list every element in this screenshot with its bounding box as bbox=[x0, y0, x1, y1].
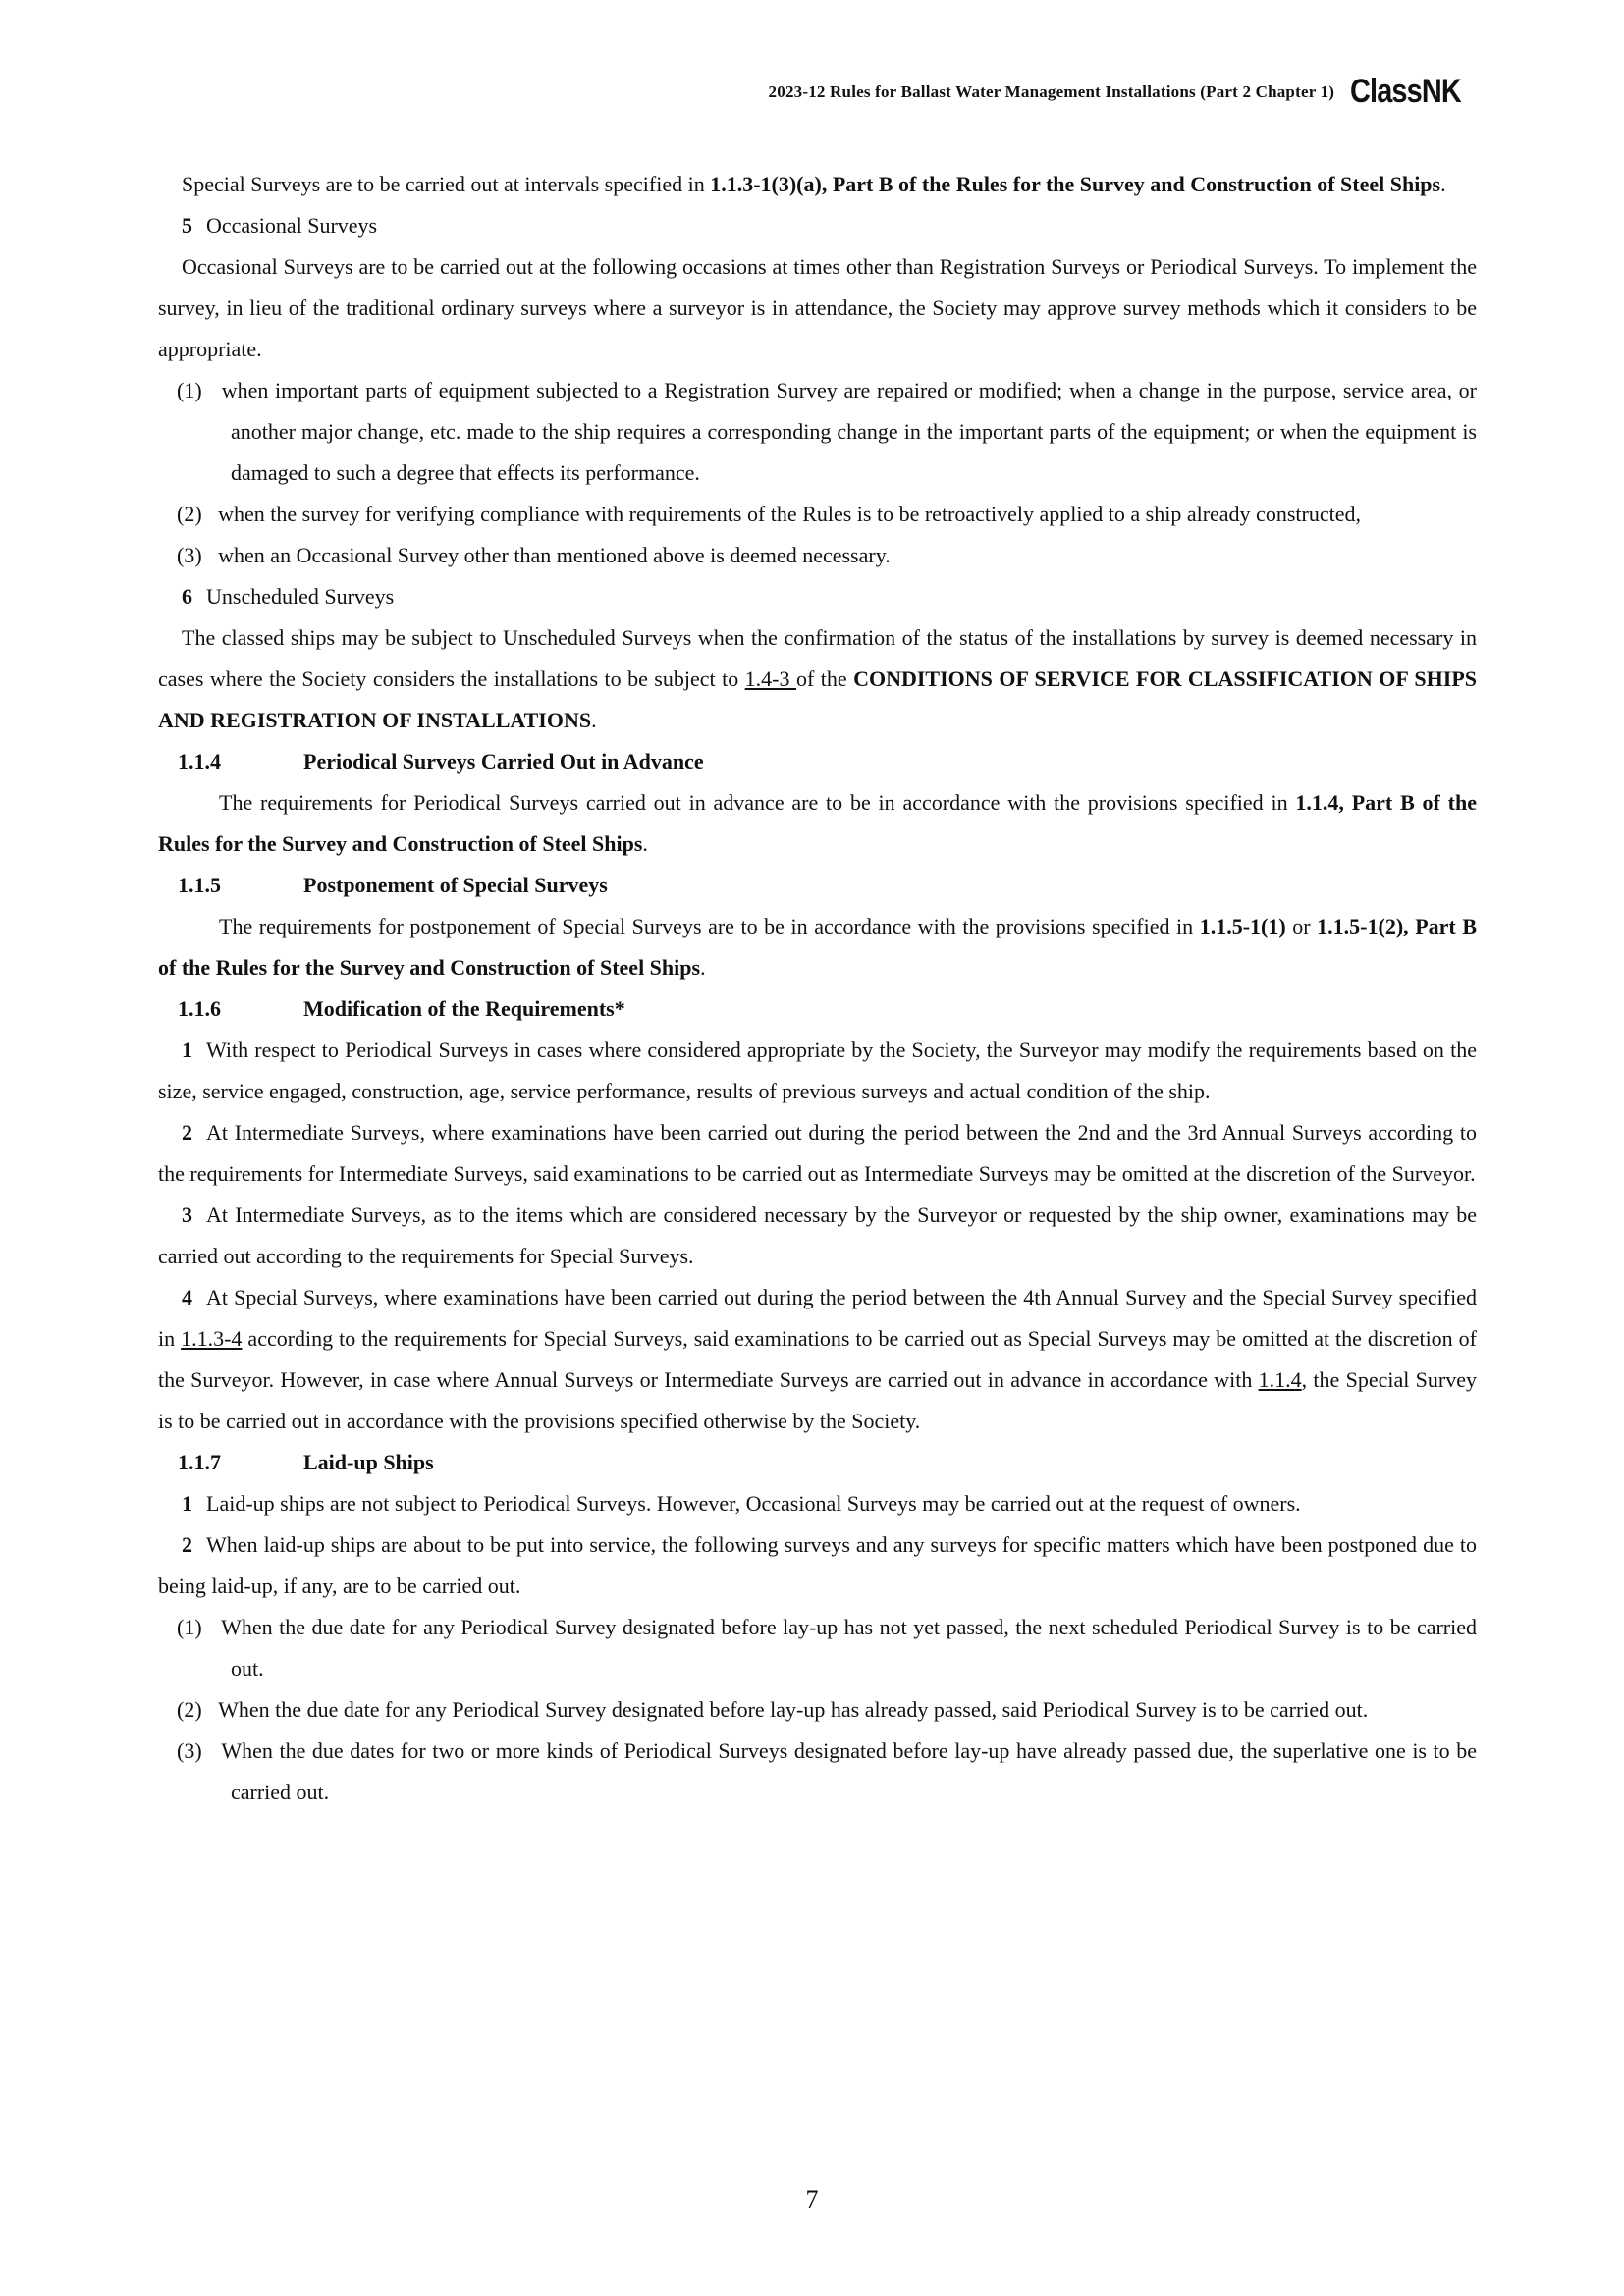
header-title: 2023-12 Rules for Ballast Water Management Installations (Part 2 Chapter 1) bbox=[768, 81, 1335, 101]
paragraph-unscheduled-surveys: The classed ships may be subject to Unscheduled Surveys when the confirmation of the status of the installations by survey is deemed necessary in cases where the Society considers the installations to be subject to 1.4-3 of the CONDITIONS OF SERVICE FOR CLASSIFICATION OF SHIPS AND REGISTRATION OF INSTALLATIONS. bbox=[158, 625, 1478, 732]
paragraph-periodical-surveys-advance: The requirements for Periodical Surveys carried out in advance are to be in accordance with the provisions specified in 1.1.4, Part B of the Rules for the Survey and Construction of Steel Ships. bbox=[158, 790, 1478, 856]
page-number: 7 bbox=[805, 2185, 819, 2214]
paragraph-laid-up-1: 1 Laid-up ships are not subject to Periodical Surveys. However, Occasional Surveys may be carried out at the request of owners. bbox=[182, 1491, 1301, 1516]
classnk-logo: ClassNK bbox=[1350, 73, 1462, 110]
list-item: (3) When the due dates for two or more kinds of Periodical Surveys designated before lay-up have already passed due, the superlative one is to be carried out. bbox=[177, 1738, 1478, 1804]
list-item: (2) when the survey for verifying compliance with requirements of the Rules is to be retroactively applied to a ship already constructed, bbox=[177, 502, 1361, 526]
paragraph-postponement-special-surveys: The requirements for postponement of Special Surveys are to be in accordance with the provisions specified in 1.1.5-1(1) or 1.1.5-1(2), Part B of the Rules for the Survey and Construction of Steel Ships. bbox=[158, 914, 1477, 980]
paragraph-laid-up-2: 2 When laid-up ships are about to be put into service, the following surveys and any surveys for specific matters which have been postponed due to being laid-up, if any, are to be carried out. bbox=[158, 1532, 1477, 1598]
section-heading-1-1-5: 1.1.5 Postponement of Special Surveys bbox=[178, 873, 608, 897]
subsection-heading-unscheduled-surveys: 6 Unscheduled Surveys bbox=[182, 584, 395, 609]
reference-link-1-1-3-4[interactable]: 1.1.3-4 bbox=[181, 1326, 243, 1351]
paragraph-modification-3: 3 At Intermediate Surveys, as to the items which are considered necessary by the Surveyor or requested by the ship owner, examinations may be carried out according to the requirements for Special Surveys. bbox=[158, 1202, 1477, 1268]
section-heading-1-1-7: 1.1.7 Laid-up Ships bbox=[178, 1450, 434, 1474]
section-heading-1-1-6: 1.1.6 Modification of the Requirements* bbox=[178, 996, 625, 1021]
paragraph-modification-1: 1 With respect to Periodical Surveys in cases where considered appropriate by the Society, the Surveyor may modify the requirements based on the size, service engaged, construction, age, service performance, results of previous surveys and actual condition of the ship. bbox=[158, 1038, 1477, 1103]
list-item: (1) when important parts of equipment subjected to a Registration Survey are repaired or modified; when a change in the purpose, service area, or another major change, etc. made to the ship requires a corresponding change in the important parts of the equipment; or when the equipment is damaged to such a degree that effects its performance. bbox=[177, 378, 1477, 485]
subsection-heading-occasional-surveys: 5 Occasional Surveys bbox=[182, 213, 378, 238]
paragraph-modification-4: 4 At Special Surveys, where examinations have been carried out during the period between the 4th Annual Survey and the Special Survey specified in 1.1.3-4 according to the requirements for Special Surveys, said examinations to be carried out as Special Surveys may be omitted at the discretion of the Surveyor. However, in case where Annual Surveys or Intermediate Surveys are carried out in advance in accordance with 1.1.4, the Special Survey is to be carried out in accordance with the provisions specified otherwise by the Society. bbox=[158, 1285, 1477, 1433]
reference-link-1-4-3[interactable]: 1.4-3 bbox=[744, 667, 796, 691]
list-item: (1) When the due date for any Periodical Survey designated before lay-up has not yet passed, the next scheduled Periodical Survey is to be carried out. bbox=[177, 1615, 1478, 1681]
page-header bbox=[769, 73, 1481, 111]
paragraph-special-surveys-interval: Special Surveys are to be carried out at intervals specified in 1.1.3-1(3)(a), Part B of the Rules for the Survey and Construction of Steel Ships. bbox=[182, 172, 1446, 196]
document-body bbox=[158, 164, 1477, 1813]
list-item: (3) when an Occasional Survey other than mentioned above is deemed necessary. bbox=[177, 543, 891, 567]
section-heading-1-1-4: 1.1.4 Periodical Surveys Carried Out in Advance bbox=[178, 749, 704, 774]
list-item: (2) When the due date for any Periodical Survey designated before lay-up has already passed, said Periodical Survey is to be carried out. bbox=[177, 1697, 1369, 1722]
reference-link-1-1-4[interactable]: 1.1.4 bbox=[1258, 1367, 1302, 1392]
paragraph-occasional-surveys: Occasional Surveys are to be carried out at the following occasions at times other than Registration Surveys or Periodical Surveys. To implement the survey, in lieu of the traditional ordinary surveys where a surveyor is in attendance, the Society may approve survey methods which it considers to be appropriate. bbox=[158, 254, 1477, 361]
paragraph-modification-2: 2 At Intermediate Surveys, where examinations have been carried out during the period between the 2nd and the 3rd Annual Surveys according to the requirements for Intermediate Surveys, said examinations to be carried out as Intermediate Surveys may be omitted at the discretion of the Surveyor. bbox=[158, 1120, 1477, 1186]
